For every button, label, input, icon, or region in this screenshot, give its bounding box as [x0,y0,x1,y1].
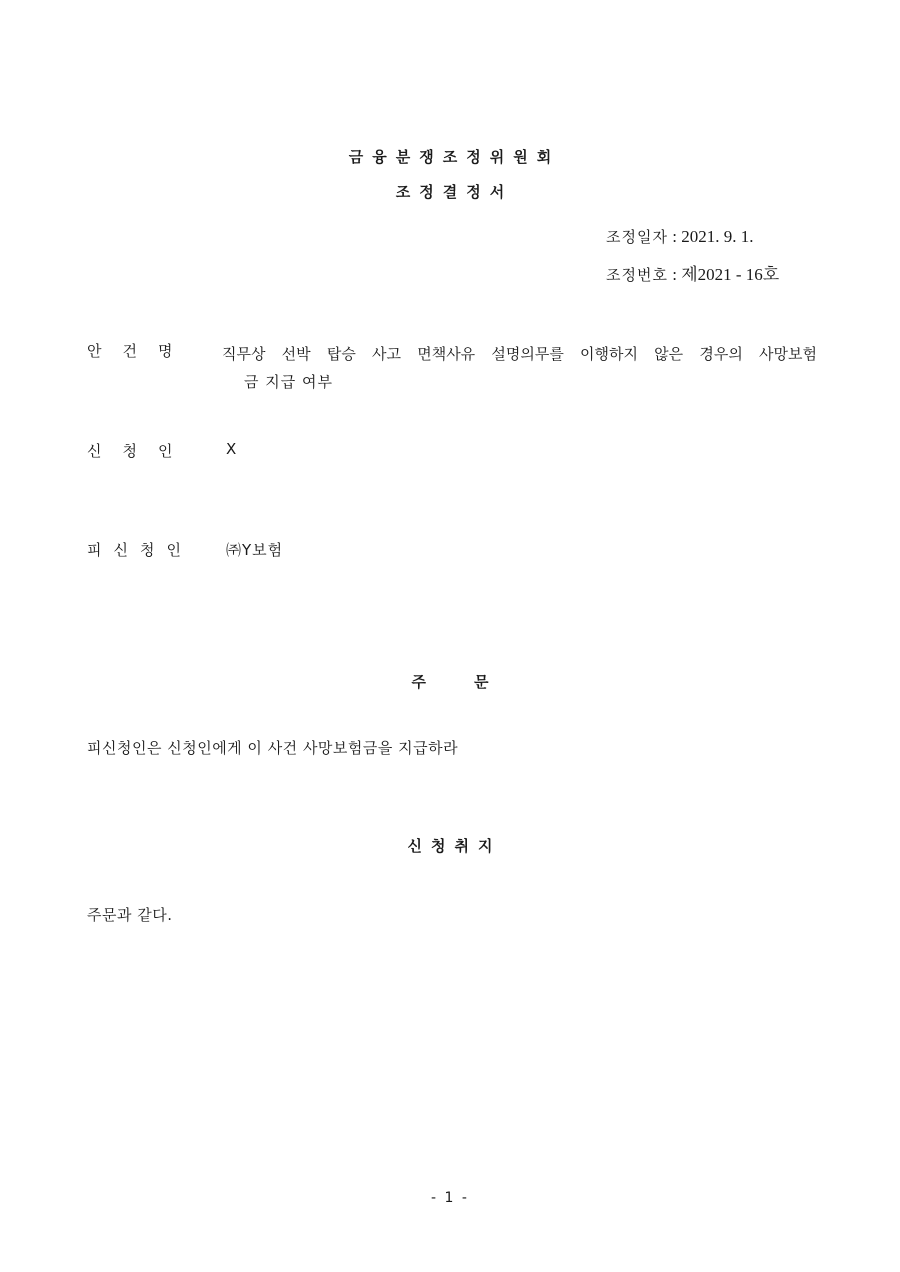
case-name-value-continued: 금 지급 여부 [244,373,333,391]
mediation-date-value: : 2021. 9. 1. [672,227,754,246]
page-number: - 1 - [431,1190,469,1206]
case-name-value: 직무상 선박 탑승 사고 면책사유 설명의무를 이행하지 않은 경우의 사망보험 [222,345,817,363]
order-heading: 주문 [411,673,537,691]
document-title: 조정결정서 [395,183,514,201]
mediation-number [606,260,779,285]
mediation-number-value: : 제2021 - 16호 [672,265,780,284]
order-text: 피신청인은 신청인에게 이 사건 사망보험금을 지급하라 [87,739,459,757]
applicant-value: X [226,440,238,458]
mediation-date-label: 조정일자 [606,228,668,246]
organization-title: 금융분쟁조정위원회 [348,148,561,166]
case-name-label: 안건명 [87,342,194,360]
respondent-value: ㈜Y보험 [226,541,284,559]
respondent-label: 피신청인 [87,541,193,559]
mediation-number-label: 조정번호 [606,266,668,284]
claim-heading: 신청취지 [407,837,502,855]
applicant-label: 신청인 [87,442,194,460]
claim-text: 주문과 같다. [87,906,173,924]
mediation-date [606,226,753,247]
